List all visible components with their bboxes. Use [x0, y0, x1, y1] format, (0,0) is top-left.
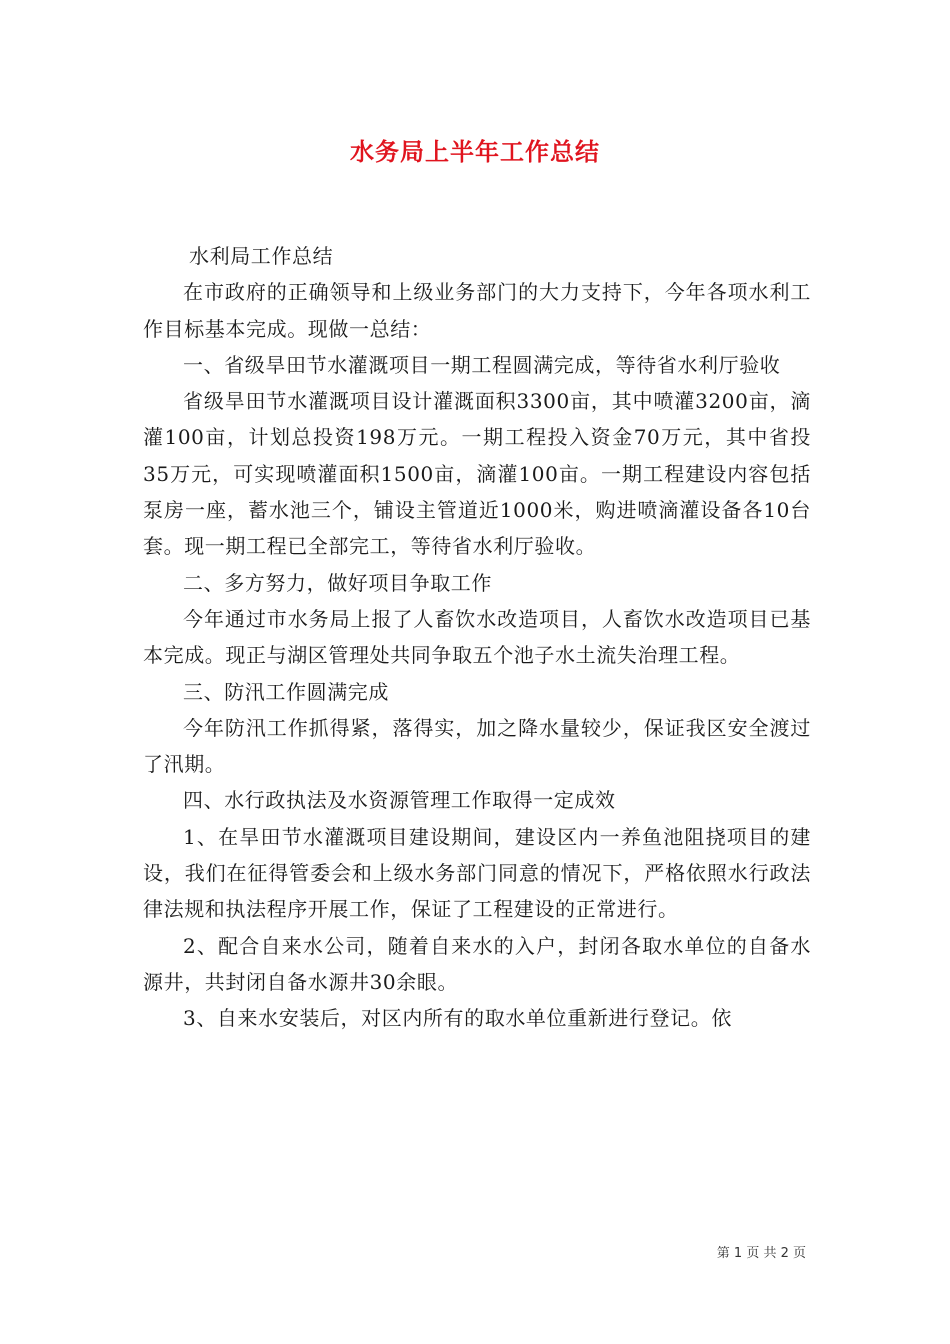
paragraph-section-2: 今年通过市水务局上报了人畜饮水改造项目，人畜饮水改造项目已基本完成。现正与湖区管理处共同争取五个池子水土流失治理工程。: [143, 606, 811, 668]
document-body: [143, 238, 811, 1037]
paragraph-intro: 在市政府的正确领导和上级业务部门的大力支持下，今年各项水利工作目标基本完成。现做一总结：: [143, 280, 811, 341]
section-heading-3: 三、防汛工作圆满完成: [183, 679, 389, 704]
page-indicator: 第 1 页 共 2 页: [716, 1246, 806, 1261]
paragraph-section-3: 今年防汛工作抓得紧，落得实，加之降水量较少，保证我区安全渡过了汛期。: [143, 715, 811, 777]
section-heading-1: 一、省级旱田节水灌溉项目一期工程圆满完成，等待省水利厅验收: [183, 352, 781, 377]
section-heading-2: 二、多方努力，做好项目争取工作: [183, 570, 492, 595]
paragraph-item-1: 1、在旱田节水灌溉项目建设期间，建设区内一养鱼池阻挠项目的建设，我们在征得管委会和上级水务部门同意的情况下，严格依照水行政法律法规和执法程序开展工作，保证了工程建设的正常进行。: [143, 824, 811, 922]
section-heading-4: 四、水行政执法及水资源管理工作取得一定成效: [183, 788, 616, 813]
paragraph-heading: 水利局工作总结: [189, 244, 334, 268]
paragraph-item-2: 2、配合自来水公司，随着自来水的入户，封闭各取水单位的自备水源井，共封闭自备水源井30余眼。: [143, 933, 811, 994]
paragraph-item-3: 3、自来水安装后，对区内所有的取水单位重新进行登记。依: [183, 1006, 732, 1031]
paragraph-section-1: 省级旱田节水灌溉项目设计灌溉面积3300亩，其中喷灌3200亩，滴灌100亩，计划总投资198万元。一期工程投入资金70万元，其中省投35万元，可实现喷灌面积1500亩，滴灌100亩。一期工程建设内容包括泵房一座，蓄水池三个，铺设主管道近1000米，购进喷滴灌设备各10台套。现一期工程已全部完工，等待省水利厅验收。: [143, 389, 811, 559]
document-title: 水务局上半年工作总结: [350, 138, 600, 166]
